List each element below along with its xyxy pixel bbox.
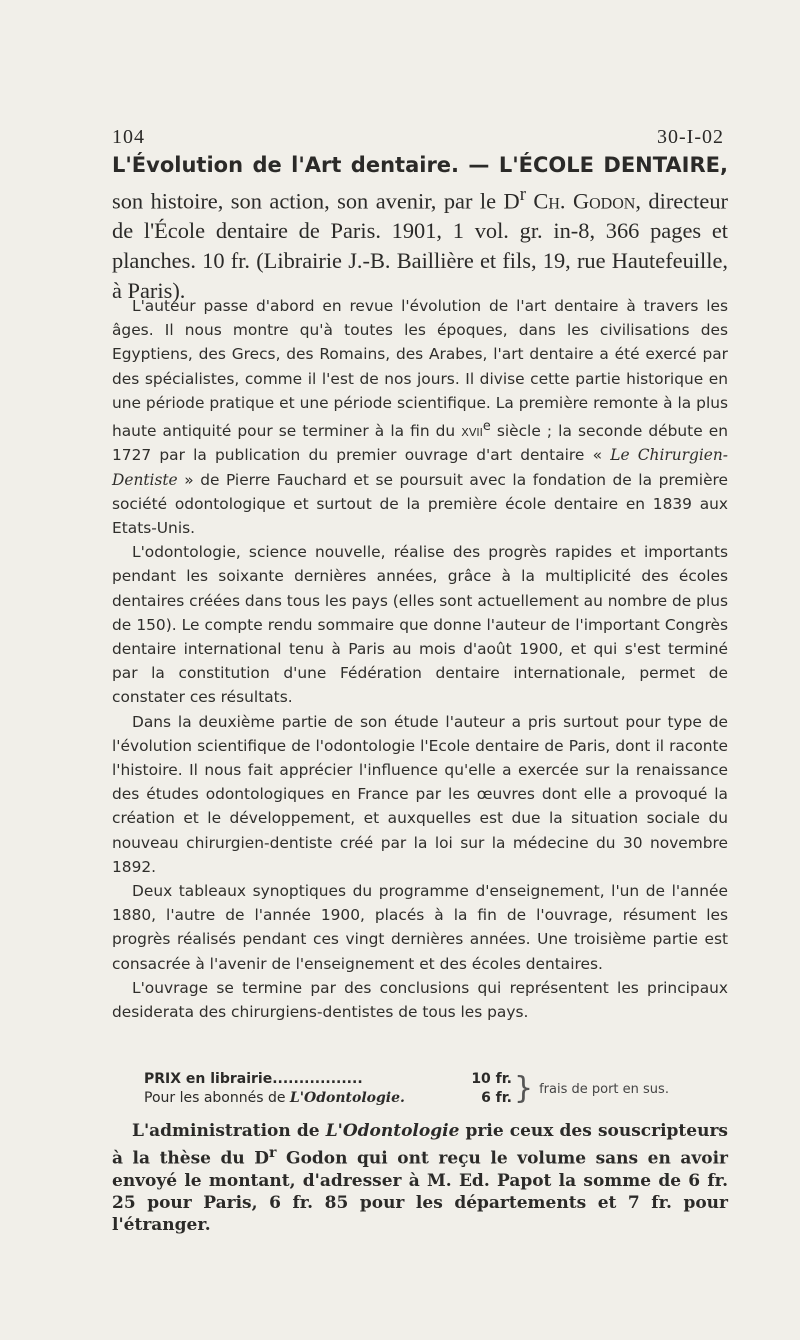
paragraph-4: Deux tableaux synoptiques du programme d'enseignement, l'un de l'année 1880, l'autre de l'année 1900, placés à la fin de l'ouvrage, résument les progrès réalisés pendant ces vingt dernières années. Une troisième partie est consacrée à l'avenir de l'enseignement et des écoles dentaires. — [112, 882, 728, 973]
paragraph-2: L'odontologie, science nouvelle, réalise des progrès rapides et importants pendant les soixante dernières années, grâce à la multiplicité des écoles dentaires créées dans tous les pays (elles sont actuellement au nombre de plus de 150). Le compte rendu sommaire que donne l'auteur de l'important Congrès dentaire international tenu à Paris au mois d'août 1900, et qui s'est terminé par la constitution d'une Fédération dentaire internationale, permet de constater ces résultats. — [112, 543, 728, 707]
notice-text-c: Godon qui ont reçu le volume sans en avoir envoyé le montant, d'adresser à M. Ed. Papot la somme de 6 fr. 25 pour Paris, 6 fr. 85 pour les départements et 7 fr. pour l'étranger. — [112, 1148, 728, 1235]
brace-glyph: } — [514, 1071, 534, 1106]
price-subscribers-value: 6 fr. — [481, 1090, 512, 1106]
title-text-a: son histoire, son action, son avenir, par le D — [112, 188, 520, 214]
price-row-subscribers — [144, 1089, 512, 1108]
paragraph-3: Dans la deuxième partie de son étude l'auteur a pris surtout pour type de l'évolution scientifique de l'odontologie l'Ecole dentaire de Paris, dont il raconte l'histoire. Il nous fait apprécier l'influence qu'elle a exercée sur la renaissance des études odontologiques en France par les œuvres dont elle a provoqué la création et le développement, et auxquelles est due la situation sociale du nouveau chirurgien-dentiste créé par la loi sur la médecine du 30 novembre 1892. — [112, 712, 728, 876]
price-retail-label: PRIX en librairie................. — [144, 1071, 363, 1087]
paragraph-5: L'ouvrage se termine par des conclusions qui représentent les principaux desiderata des chirurgiens-dentistes de tous les pays. — [112, 978, 728, 1022]
p1-century: xvii — [461, 422, 483, 441]
p1-book-title: Le Chirurgien-Dentiste — [112, 446, 729, 489]
administration-notice — [112, 1120, 728, 1236]
review-body — [112, 294, 728, 1024]
price-block — [144, 1070, 724, 1108]
notice-journal: L'Odontologie — [325, 1121, 460, 1141]
p1-text-a: L'auteur passe d'abord en revue l'évolution de l'art dentaire à travers les âges. Il nous montre qu'à toutes les époques, dans les civilisations des Egyptiens, des Grecs, des Romains, des Arabes, l'art dentaire a été exercé par des spécialistes, comme il l'est de nos jours. Il divise cette partie historique en une période pratique et une période scientifique. La première remonte à la plus haute antiquité pour se terminer à la fin du — [112, 297, 728, 441]
paragraph-1 — [112, 294, 728, 540]
notice-dr-sup: r — [269, 1145, 277, 1161]
price-rows — [144, 1070, 512, 1108]
p1-text-b: siècle ; la seconde débute en 1727 par la publication du premier ouvrage d'art dentaire « — [112, 422, 728, 465]
p1-text-c: » de Pierre Fauchard et se poursuit avec la fondation de la première société odontologique et surtout de la première école dentaire en 1839 aux Etats-Unis. — [112, 470, 728, 537]
notice-text-a: L'administration de — [132, 1121, 326, 1141]
p1-century-sup: e — [482, 419, 491, 435]
price-subscribers-journal: L'Odontologie. — [289, 1090, 405, 1106]
title-author: Ch. Godon, — [525, 188, 641, 214]
price-subscribers-label: Pour les abonnés de — [144, 1090, 290, 1106]
page-number: 104 — [112, 126, 145, 148]
issue-date: 30-I-02 — [657, 126, 724, 148]
price-row-retail — [144, 1070, 512, 1089]
title-text-b: directeur de l'École dentaire de Paris. 1901, 1 vol. gr. in-8, 366 pages et planches. 10 fr. (Librairie J.-B. Baillière et fils, 19, rue Hautefeuille, à Paris). — [112, 188, 728, 304]
book-entry-title — [112, 150, 728, 306]
notice-text-b: prie ceux des souscripteurs à la thèse du D — [112, 1121, 728, 1169]
page-header — [112, 126, 724, 149]
title-bold-lead: L'Évolution de l'Art dentaire. — L'ÉCOLE DENTAIRE, — [112, 153, 728, 177]
title-dr-sup: r — [519, 184, 526, 205]
shipping-note: frais de port en sus. — [539, 1081, 669, 1097]
price-retail-value: 10 fr. — [471, 1071, 512, 1087]
